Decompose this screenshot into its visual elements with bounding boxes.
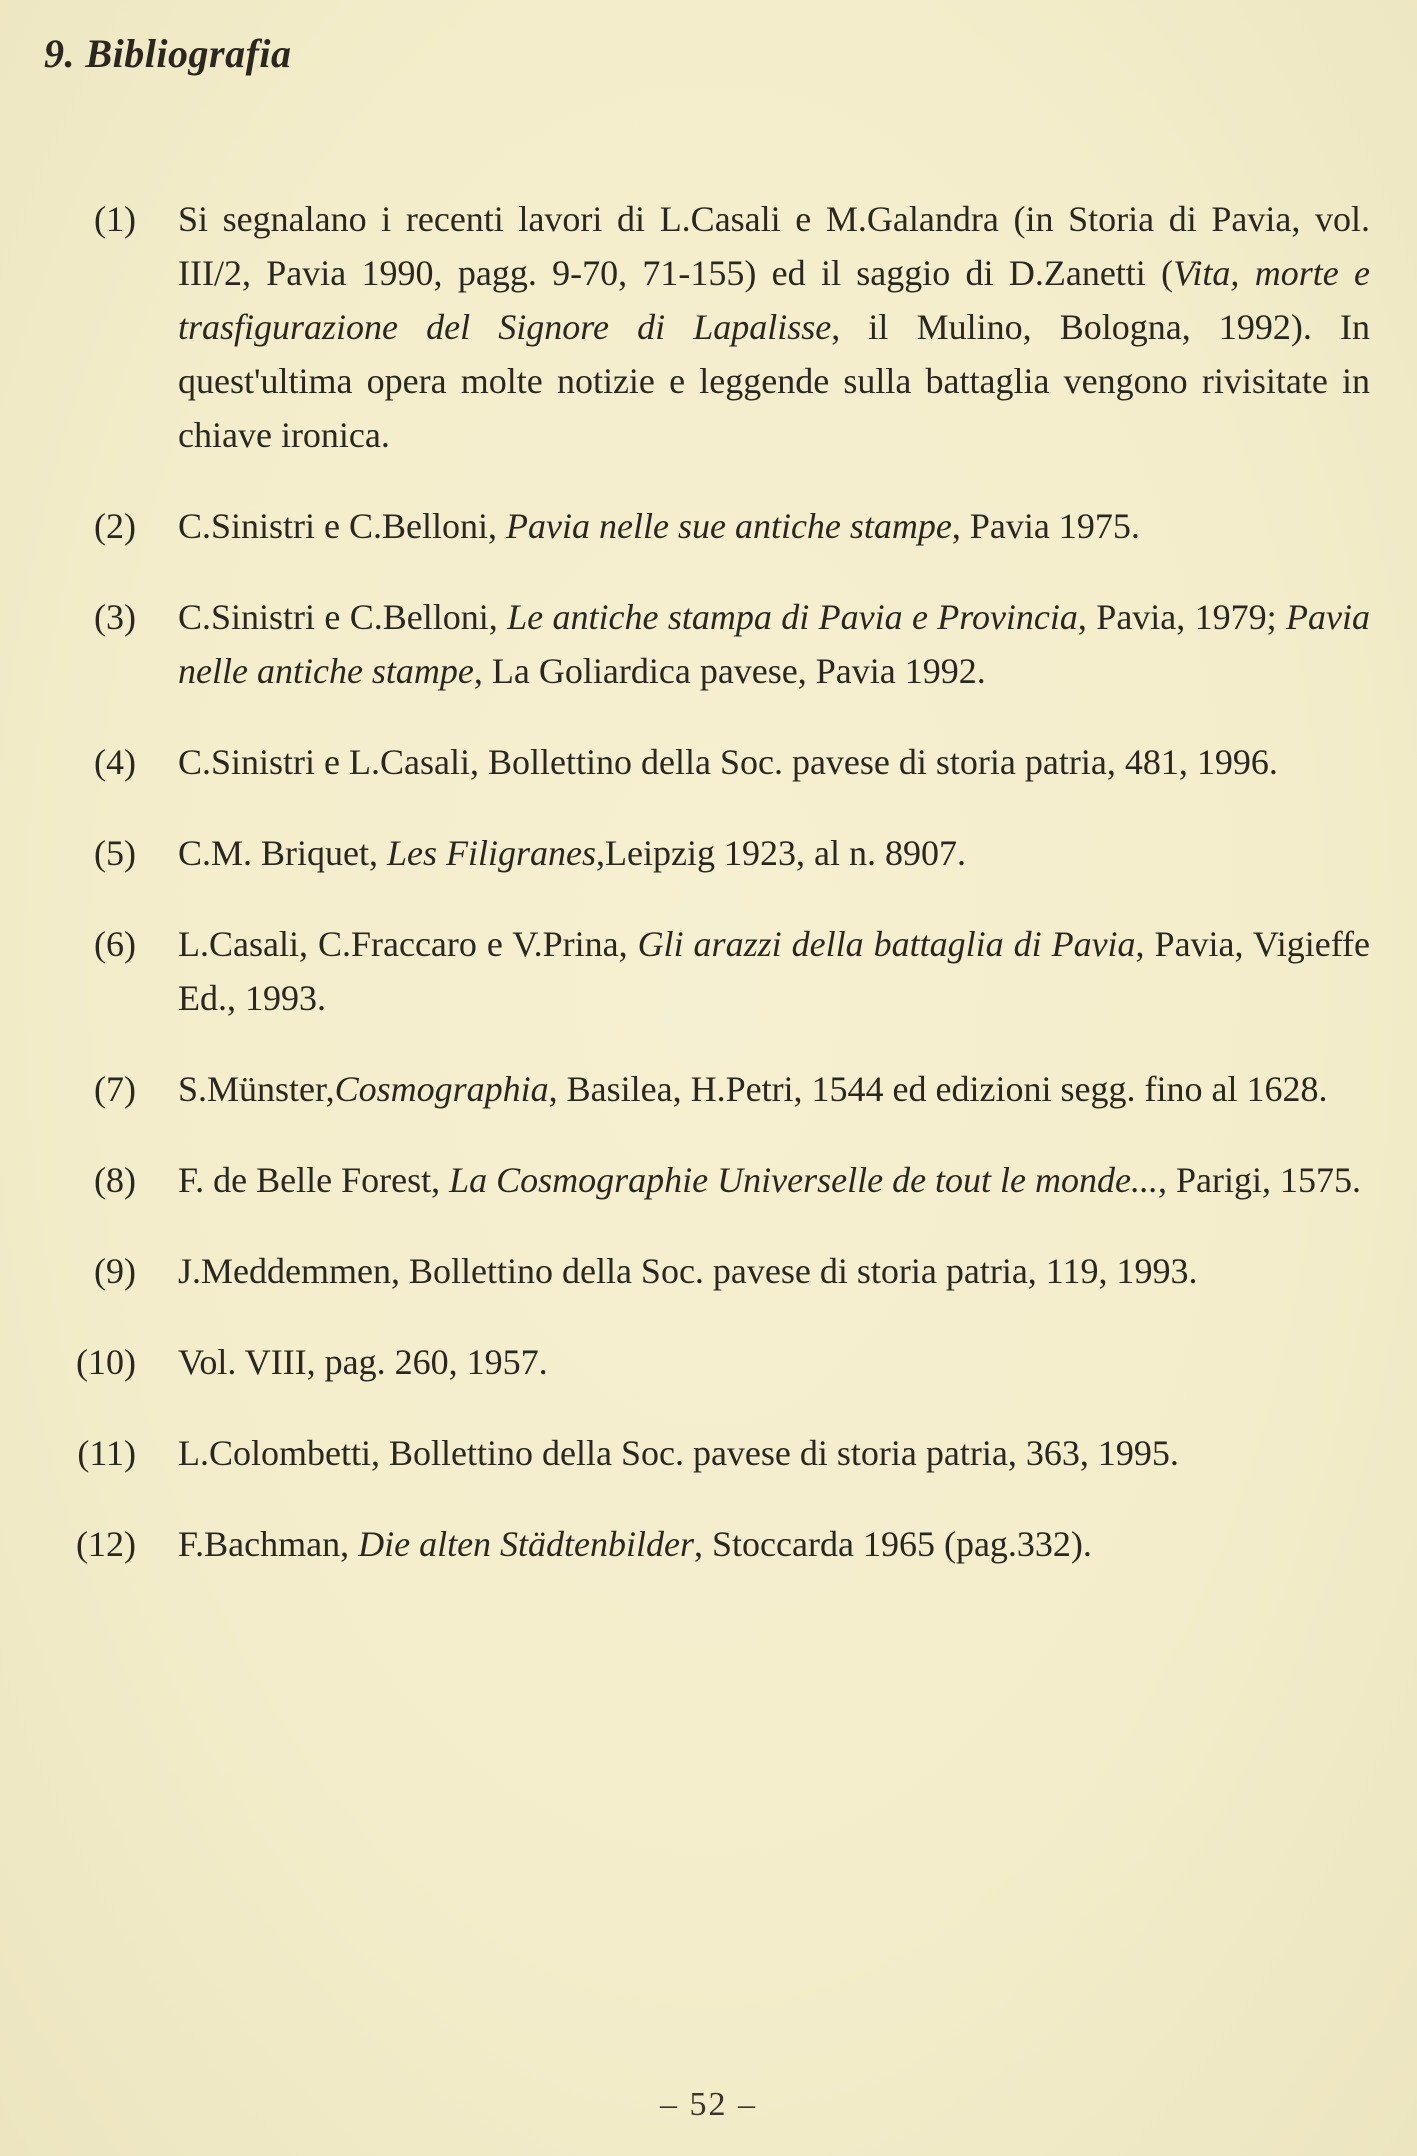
citation-text: Vol. VIII, pag. 260, 1957.	[178, 1342, 548, 1382]
citation-text: C.Sinistri e C.Belloni,	[178, 506, 507, 546]
entry-number: (9)	[94, 1251, 136, 1291]
citation-title: Pavia nelle sue antiche stampe	[506, 506, 952, 546]
citation-text: , Basilea, H.Petri, 1544 ed edizioni segg. fino al 1628.	[548, 1069, 1328, 1109]
citation-title: Vita, morte e trasfigurazione del Signore di Lapalisse	[178, 253, 1370, 347]
citation-title: Gli arazzi della battaglia di Pavia	[637, 924, 1136, 964]
bibliography-entry	[40, 1517, 1380, 1571]
citation-title: Pavia nelle antiche stampe	[178, 597, 1371, 691]
bibliography-entry	[40, 192, 1380, 462]
citation-title: Die alten Städtenbilder	[358, 1524, 695, 1564]
citation-title: Cosmographia	[334, 1069, 549, 1109]
entry-citation	[178, 735, 1380, 789]
bibliography-entry	[40, 735, 1380, 789]
bibliography-entry	[40, 1153, 1380, 1207]
entry-citation	[178, 917, 1380, 1025]
entry-number: (1)	[94, 199, 136, 239]
entry-number: (5)	[94, 833, 136, 873]
section-heading: 9. Bibliografia	[44, 31, 292, 76]
citation-text: S.Münster,	[178, 1069, 335, 1109]
entry-number: (10)	[76, 1342, 136, 1382]
bibliography-list	[40, 192, 1380, 1608]
citation-text: C.Sinistri e C.Belloni,	[178, 597, 508, 637]
citation-title: Les Filigranes	[387, 833, 597, 873]
entry-number: (8)	[94, 1160, 136, 1200]
bibliography-entry	[40, 1244, 1380, 1298]
entry-citation	[178, 1426, 1380, 1480]
entry-citation	[178, 1517, 1380, 1571]
citation-text: , Pavia, Vigieffe Ed., 1993.	[178, 924, 1370, 1018]
bibliography-entry	[40, 826, 1380, 880]
bibliography-entry	[40, 917, 1380, 1025]
citation-text: , Stoccarda 1965 (pag.332).	[694, 1524, 1092, 1564]
bibliography-entry	[40, 1335, 1380, 1389]
entry-number: (3)	[94, 597, 136, 637]
citation-title: La Cosmographie Universelle de tout le monde...	[449, 1160, 1159, 1200]
citation-title: Le antiche stampa di Pavia e Provincia	[507, 597, 1078, 637]
citation-text: L.Colombetti, Bollettino della Soc. pavese di storia patria, 363, 1995.	[178, 1433, 1179, 1473]
entry-citation	[178, 826, 1380, 880]
entry-number: (7)	[94, 1069, 136, 1109]
entry-citation	[178, 1335, 1380, 1389]
citation-text: F.Bachman,	[178, 1524, 359, 1564]
bibliography-entry	[40, 1062, 1380, 1116]
bibliography-entry	[40, 499, 1380, 553]
entry-citation	[178, 1062, 1380, 1116]
citation-text: L.Casali, C.Fraccaro e V.Prina,	[178, 924, 638, 964]
citation-text: , Pavia, 1979;	[1077, 597, 1287, 637]
entry-citation	[178, 499, 1380, 553]
citation-text: , il Mulino, Bologna, 1992). In quest'ultima opera molte notizie e leggende sulla battaglia vengono rivisitate in chiave ironica.	[178, 307, 1370, 455]
page-number: – 52 –	[660, 2086, 757, 2123]
citation-text: , La Goliardica pavese, Pavia 1992.	[473, 651, 986, 691]
citation-text: ,Leipzig 1923, al n. 8907.	[596, 833, 966, 873]
citation-text: F. de Belle Forest,	[178, 1160, 450, 1200]
citation-text: , Pavia 1975.	[951, 506, 1140, 546]
citation-text: J.Meddemmen, Bollettino della Soc. pavese di storia patria, 119, 1993.	[178, 1251, 1198, 1291]
entry-number: (4)	[94, 742, 136, 782]
entry-number: (2)	[94, 506, 136, 546]
entry-number: (11)	[77, 1433, 136, 1473]
entry-citation	[178, 1153, 1380, 1207]
entry-citation	[178, 1244, 1380, 1298]
citation-text: C.M. Briquet,	[178, 833, 388, 873]
entry-number: (12)	[76, 1524, 136, 1564]
bibliography-entry	[40, 590, 1380, 698]
citation-text: C.Sinistri e L.Casali, Bollettino della Soc. pavese di storia patria, 481, 1996.	[178, 742, 1278, 782]
entry-citation	[178, 192, 1380, 462]
citation-text: Si segnalano i recenti lavori di L.Casali e M.Galandra (in Storia di Pavia, vol. III/2, Pavia 1990, pagg. 9-70, 71-155) ed il saggio di D.Zanetti (	[178, 199, 1370, 293]
entry-number: (6)	[94, 924, 136, 964]
bibliography-entry	[40, 1426, 1380, 1480]
citation-text: , Parigi, 1575.	[1158, 1160, 1362, 1200]
entry-citation	[178, 590, 1380, 698]
